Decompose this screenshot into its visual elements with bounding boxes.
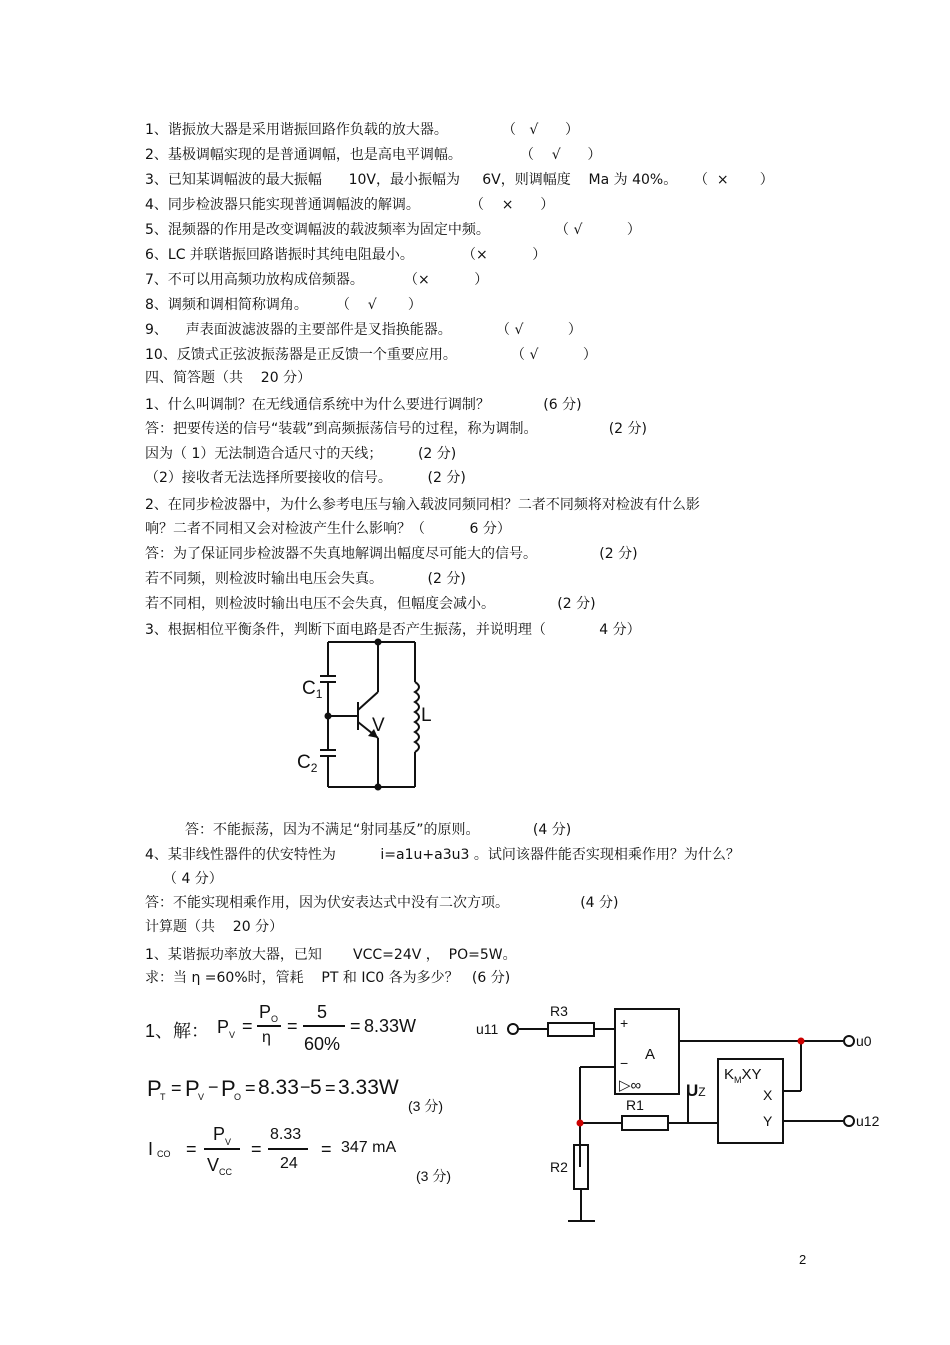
transistor-label: V [372, 715, 385, 736]
svg-text:UZ: UZ [686, 1081, 706, 1100]
calc-question-1-line-1: 1、某谐振功率放大器，已知 VCC=24V ， PO=5W。 [145, 947, 517, 963]
answer-2: 答：为了保证同步检波器不失真地解调出幅度尽可能大的信号。 (2 分) [145, 546, 638, 562]
formula-prefix: 1、解： [145, 1021, 210, 1041]
answer-3: 答：不能振荡，因为不满足“射同基反”的原则。 (4 分) [185, 822, 572, 838]
tf-item-text: 10、反馈式正弦波振荡器是正反馈一个重要应用。 [145, 347, 457, 363]
formula-2-score: (3 分) [408, 1098, 443, 1114]
u11-label: u11 [476, 1021, 499, 1037]
question-2-line-1: 2、在同步检波器中，为什么参考电压与输入载波同频同相？二者不同频将对检波有什么影 [145, 497, 700, 513]
section-heading-calculation: 计算题（共 20 分） [145, 919, 284, 935]
formula-2-result: 3.33W [338, 1076, 399, 1099]
oscillator-circuit [290, 630, 440, 800]
pv-symbol: P [217, 1017, 230, 1037]
c2-label: C [297, 752, 311, 773]
question-4-line-1: 4、某非线性器件的伏安特性为 i=a1u+a3u3 。试问该器件能否实现相乘作用？为什么？ [145, 847, 740, 863]
r1-label: R1 [626, 1097, 644, 1113]
inductor-label: L [421, 705, 432, 726]
svg-text:KMXY: $K_MXY$ [724, 1066, 762, 1085]
tf-item-mark: （ × ） [694, 172, 774, 188]
c1-sub: 1 [315, 687, 323, 701]
u0-label: u0 [856, 1033, 872, 1049]
x-label: X [763, 1087, 773, 1103]
tf-item-mark: （× ） [404, 272, 489, 288]
tf-item-text: 9、 声表面波滤波器的主要部件是叉指换能器。 [145, 322, 452, 338]
tf-item-text: 6、LC 并联谐振回路谐振时其纯电阻最小。 [145, 247, 414, 263]
tf-item-text: 1、谐振放大器是采用谐振回路作负载的放大器。 [145, 122, 448, 138]
tf-item-mark: （× ） [462, 247, 547, 263]
km-label: K [724, 1066, 735, 1083]
tf-item-mark: （ √ ） [496, 322, 582, 338]
tf-item-text: 7、不可以用高频功放构成倍频器。 [145, 272, 364, 288]
junction-dot [798, 1038, 805, 1045]
answer-1-reason-1: 因为（ 1）无法制造合适尺寸的天线； (2 分) [145, 446, 457, 462]
c1-label: C [302, 678, 316, 699]
question-2-line-2: 响？二者不同相又会对检波产生什么影响？（ 6 分） [145, 521, 511, 537]
tf-item-text: 2、基极调幅实现的是普通调幅，也是高电平调幅。 [145, 147, 462, 163]
answer-2-b: 若不同频，则检波时输出电压会失真。 (2 分) [145, 571, 466, 587]
formula-3-result: 347 mA [341, 1139, 397, 1156]
answer-1: 答：把要传送的信号“装载”到高频振荡信号的过程，称为调制。 (2 分) [145, 421, 647, 437]
answer-2-c: 若不同相，则检波时输出电压不会失真，但幅度会减小。 (2 分) [145, 596, 596, 612]
svg-text:C2 [297, 752, 318, 775]
calc-question-1-line-2: 求：当 η =60%时，管耗 PT 和 IC0 各为多少？ (6 分) [145, 970, 511, 986]
uz-label: U [686, 1081, 699, 1100]
question-3: 3、根据相位平衡条件，判断下面电路是否产生振荡，并说明理（ 4 分） [145, 622, 641, 638]
multiplier-circuit [470, 995, 890, 1230]
tf-item-mark: （ √ ） [511, 347, 597, 363]
tf-item-mark: （ × ） [470, 197, 555, 213]
u12-label: u12 [856, 1113, 880, 1129]
plus-label: + [620, 1015, 629, 1031]
formula-1-result: 8.33W [364, 1016, 417, 1036]
section-heading-short-answer: 四、简答题（共 20 分） [145, 370, 312, 386]
tf-item-mark: （ √ ） [555, 222, 641, 238]
c2-sub: 2 [310, 761, 318, 775]
fraction-denominator: η [262, 1029, 271, 1046]
page-number: 2 [799, 1252, 807, 1267]
op-amp-symbol-icon: ▷∞ [619, 1077, 642, 1094]
tf-item-text: 4、同步检波器只能实现普通调幅波的解调。 [145, 197, 420, 213]
tf-item-mark: （ √ ） [502, 122, 579, 138]
tf-item-mark: （ √ ） [336, 297, 422, 313]
junction-dot [325, 713, 332, 720]
junction-dot [375, 639, 382, 646]
question-4-line-2: （ 4 分） [163, 871, 223, 887]
junction-dot [577, 1120, 584, 1127]
question-1: 1、什么叫调制？在无线通信系统中为什么要进行调制？ (6 分) [145, 397, 582, 413]
y-label: Y [763, 1113, 773, 1129]
tf-item-text: 3、已知某调幅波的最大振幅 10V，最小振幅为 6V，则调幅度 Ma 为 40%。 [145, 172, 678, 188]
tf-item-text: 5、混频器的作用是改变调幅波的载波频率为固定中频。 [145, 222, 490, 238]
tf-item-text: 8、调频和调相简称调角。 [145, 297, 308, 313]
r2-label: R2 [550, 1159, 568, 1175]
junction-dot [375, 784, 382, 791]
answer-1-reason-2: （2）接收者无法选择所要接收的信号。 (2 分) [145, 470, 466, 486]
svg-text:C1 [302, 678, 323, 701]
tf-item-mark: （ √ ） [520, 147, 602, 163]
minus-label: − [620, 1055, 629, 1071]
answer-4: 答：不能实现相乘作用，因为伏安表达式中没有二次方项。 (4 分) [145, 895, 619, 911]
r3-label: R3 [550, 1003, 568, 1019]
formula-3-score: (3 分) [416, 1168, 451, 1184]
fraction-numerator: P [259, 1002, 272, 1022]
amp-label: A [645, 1046, 656, 1063]
